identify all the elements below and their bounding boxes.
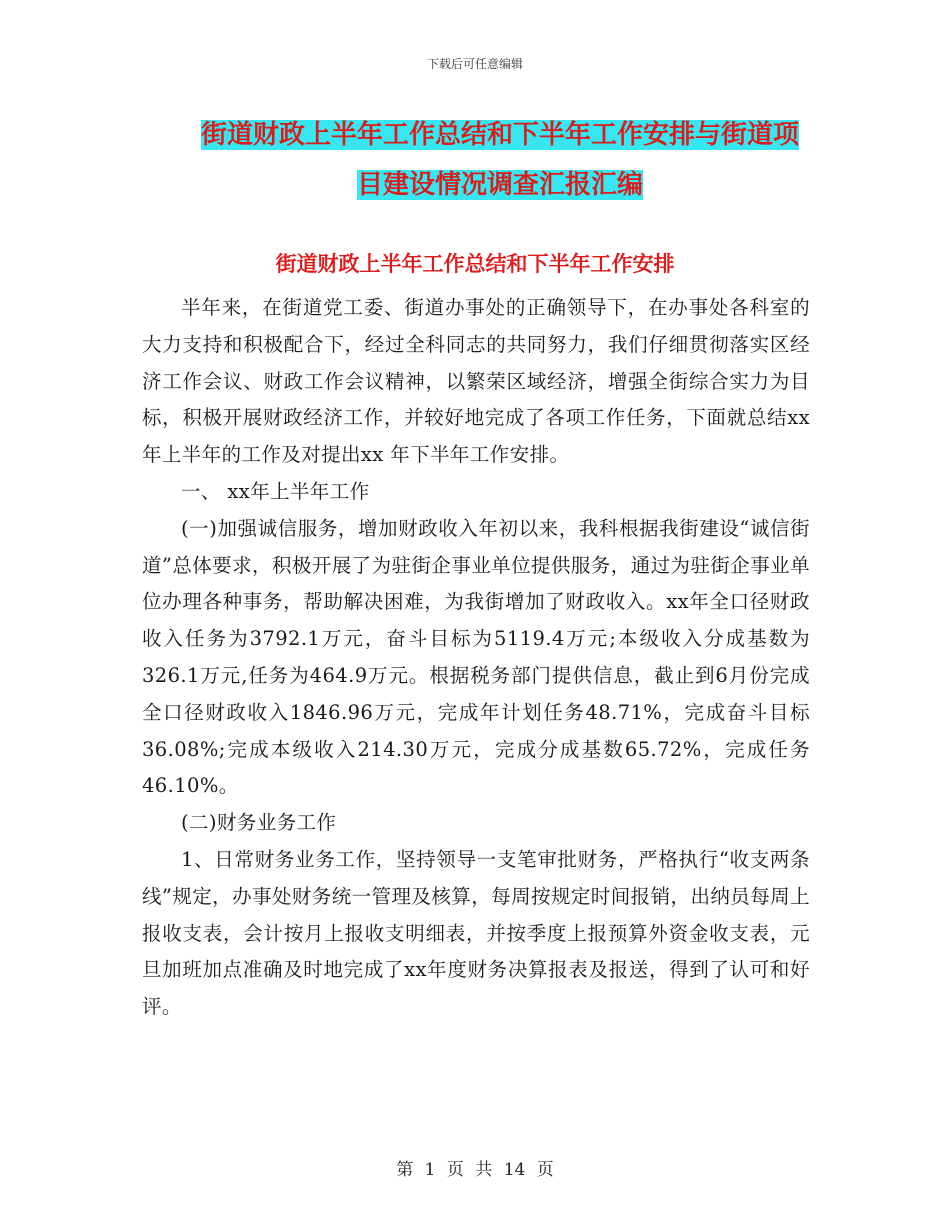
main-title-line-1: 街道财政上半年工作总结和下半年工作安排与街道项 (200, 120, 799, 150)
heading-first-half-work: 一、 xx年上半年工作 (181, 479, 370, 503)
main-title-line-2: 目建设情况调查汇报汇编 (356, 170, 643, 200)
section-title: 街道财政上半年工作总结和下半年工作安排 (275, 252, 675, 276)
page-footer: 第 1 页 共 14 页 (396, 1160, 554, 1180)
document-body (142, 290, 810, 1026)
paragraph-revenue: (一)加强诚信服务，增加财政收入年初以来，我科根据我街建设“诚信街道”总体要求，积极开展了为驻街企事业单位提供服务，通过为驻街企事业单位办理各种事务，帮助解决困难，为我街增加了财政收入。xx年全口径财政收入任务为3792.1万元，奋斗目标为5119.4万元;本级收入分成基数为326.1万元,任务为464.9万元。根据税务部门提供信息，截止到6月份完成全口径财政收入1846.96万元，完成年计划任务48.71%，完成奋斗目标 36.08%;完成本级收入214.30万元，完成分成基数65.72%，完成任务46.10%。 (142, 516, 810, 798)
paragraph-daily-finance: 1、日常财务业务工作，坚持领导一支笔审批财务，严格执行“收支两条线”规定，办事处财务统一管理及核算，每周按规定时间报销，出纳员每周上报收支表，会计按月上报收支明细表，并按季度上报预算外资金收支表，元旦加班加点准确及时地完成了xx年度财务决算报表及报送，得到了认可和好评。 (142, 847, 810, 1019)
paragraph-intro: 半年来，在街道党工委、街道办事处的正确领导下，在办事处各科室的大力支持和积极配合下，经过全科同志的共同努力，我们仔细贯彻落实区经济工作会议、财政工作会议精神，以繁荣区域经济，增强全街综合实力为目标，积极开展财政经济工作，并较好地完成了各项工作任务，下面就总结xx年上半年的工作及对提出xx 年下半年工作安排。 (142, 296, 810, 467)
document-main-title (150, 110, 850, 210)
header-note: 下载后可任意编辑 (426, 57, 523, 71)
heading-finance-work: (二)财务业务工作 (181, 811, 337, 835)
